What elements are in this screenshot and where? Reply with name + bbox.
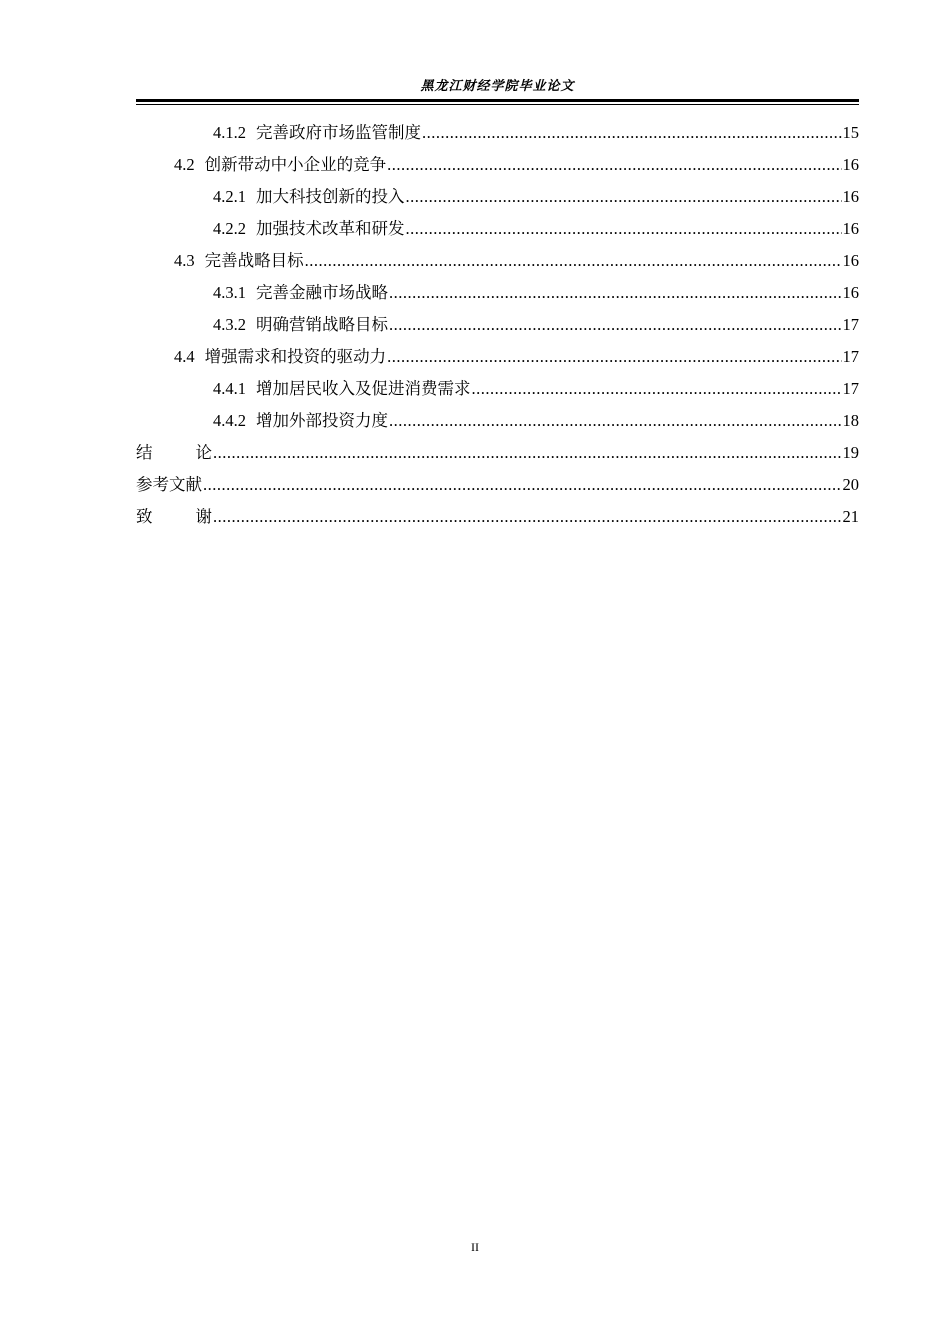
toc-dot-leader (203, 470, 842, 500)
toc-entry[interactable] (136, 150, 859, 182)
page-number: II (471, 1240, 479, 1254)
header-rule-thin (136, 104, 859, 105)
toc-dot-leader (387, 150, 841, 180)
toc-entry-number: 4.3.2 (213, 315, 246, 334)
toc-entry-char: 论 (195, 443, 212, 462)
toc-entry[interactable] (136, 406, 859, 438)
toc-entry-page: 17 (842, 347, 859, 366)
toc-entry-label (136, 438, 212, 468)
toc-dot-leader (213, 502, 842, 532)
toc-entry-label (213, 406, 388, 436)
toc-dot-leader (389, 278, 842, 308)
toc-entry[interactable] (136, 214, 859, 246)
table-of-contents (136, 118, 859, 534)
toc-entry-title: 加强技术改革和研发 (256, 219, 405, 238)
toc-entry-page: 18 (842, 411, 859, 430)
toc-entry[interactable] (136, 118, 859, 150)
toc-entry-page: 15 (842, 123, 859, 142)
toc-entry-page: 16 (842, 187, 859, 206)
toc-entry-page: 19 (842, 443, 859, 462)
toc-entry-label (213, 182, 405, 212)
toc-entry-page: 16 (842, 155, 859, 174)
toc-entry-title: 创新带动中小企业的竞争 (204, 155, 387, 174)
toc-entry[interactable] (136, 246, 859, 278)
header-rule-thick (136, 99, 859, 102)
toc-entry-number: 4.2.1 (213, 187, 246, 206)
toc-entry-title: 明确营销战略目标 (256, 315, 388, 334)
toc-entry-title: 完善战略目标 (204, 251, 304, 270)
toc-entry-number: 4.4.1 (213, 379, 246, 398)
toc-entry-char: 结 (136, 443, 153, 462)
toc-entry-title: 加大科技创新的投入 (256, 187, 405, 206)
toc-dot-leader (406, 214, 842, 244)
toc-entry-label (213, 374, 471, 404)
toc-entry-number: 4.3 (174, 251, 195, 270)
toc-entry-label (174, 342, 386, 372)
toc-entry-page: 16 (842, 219, 859, 238)
toc-entry-number: 4.4 (174, 347, 195, 366)
toc-entry-title: 增加外部投资力度 (256, 411, 388, 430)
toc-entry-page: 16 (842, 283, 859, 302)
toc-dot-leader (389, 310, 842, 340)
toc-dot-leader (389, 406, 842, 436)
toc-dot-leader (472, 374, 842, 404)
toc-entry-number: 4.1.2 (213, 123, 246, 142)
toc-entry-page: 21 (842, 507, 859, 526)
toc-entry-label (174, 246, 304, 276)
toc-dot-leader (422, 118, 842, 148)
toc-entry[interactable] (136, 438, 859, 470)
toc-entry[interactable] (136, 310, 859, 342)
toc-entry[interactable] (136, 278, 859, 310)
toc-entry-title: 完善金融市场战略 (256, 283, 388, 302)
running-header: 黑龙江财经学院毕业论文 (420, 79, 575, 94)
toc-entry-title: 完善政府市场监管制度 (256, 123, 421, 142)
toc-entry[interactable] (136, 470, 859, 502)
toc-entry-number: 4.2.2 (213, 219, 246, 238)
toc-entry-page: 17 (842, 379, 859, 398)
toc-entry-label (213, 278, 388, 308)
toc-entry-page: 16 (842, 251, 859, 270)
toc-entry[interactable] (136, 374, 859, 406)
toc-dot-leader (387, 342, 841, 372)
toc-entry-char: 致 (136, 507, 153, 526)
toc-entry-title: 增加居民收入及促进消费需求 (256, 379, 471, 398)
toc-entry-char: 谢 (195, 507, 212, 526)
toc-dot-leader (305, 246, 842, 276)
toc-dot-leader (406, 182, 842, 212)
toc-entry-number: 4.3.1 (213, 283, 246, 302)
toc-entry-label (174, 150, 386, 180)
toc-entry[interactable] (136, 182, 859, 214)
toc-entry-label (213, 118, 421, 148)
toc-entry-label (213, 310, 388, 340)
toc-dot-leader (213, 438, 842, 468)
toc-entry-page: 17 (842, 315, 859, 334)
toc-entry[interactable] (136, 342, 859, 374)
toc-entry-label (136, 502, 212, 532)
toc-entry-number: 4.2 (174, 155, 195, 174)
toc-entry-label (213, 214, 405, 244)
toc-entry-label (136, 470, 202, 500)
toc-entry-page: 20 (842, 475, 859, 494)
toc-entry-title: 参考文献 (136, 475, 202, 494)
toc-entry-title: 增强需求和投资的驱动力 (204, 347, 387, 366)
toc-entry-number: 4.4.2 (213, 411, 246, 430)
toc-entry[interactable] (136, 502, 859, 534)
